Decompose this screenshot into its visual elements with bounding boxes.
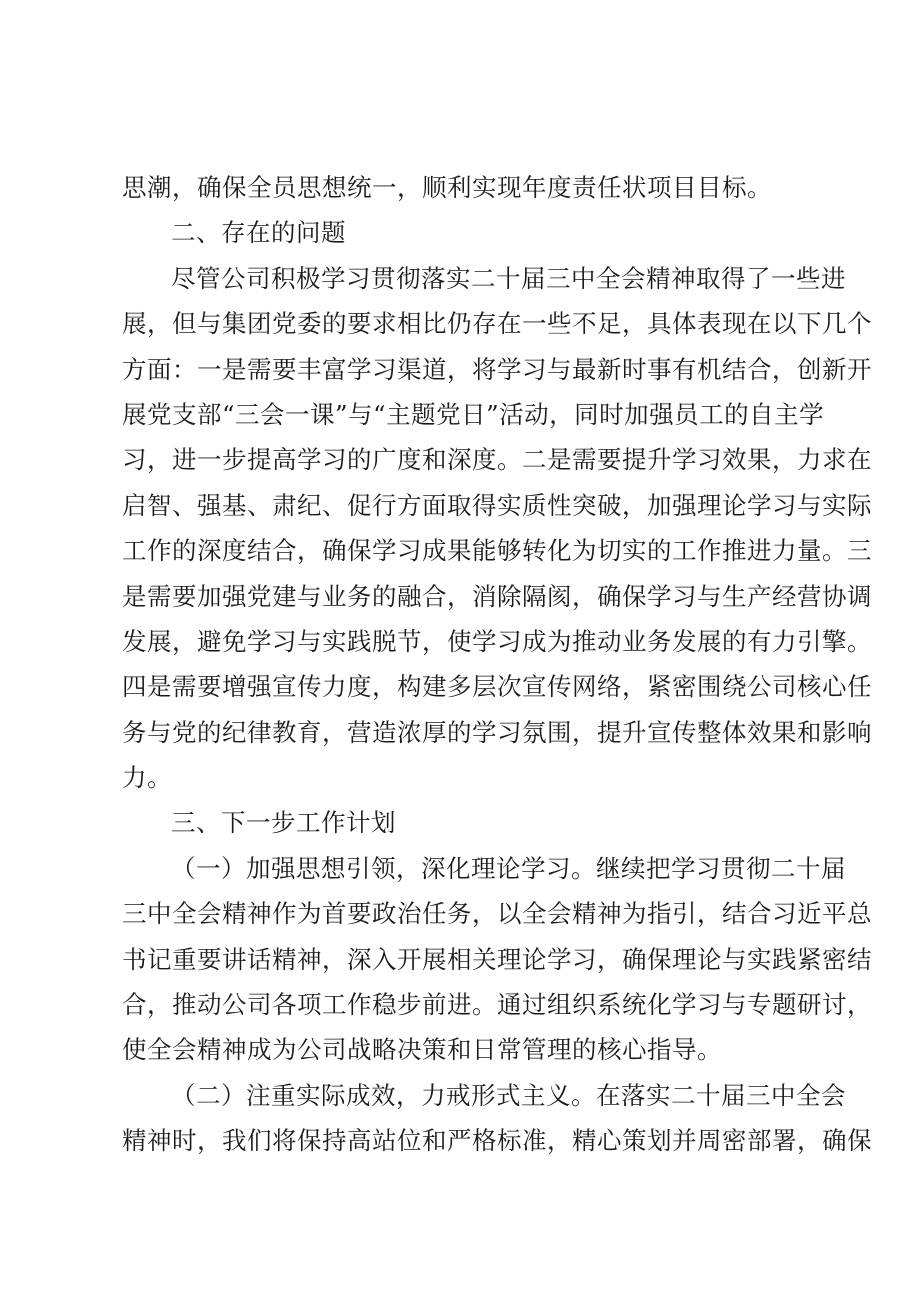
section-heading-next-steps: 三、下一步工作计划 bbox=[171, 808, 396, 838]
paragraph-line: 合，推动公司各项工作稳步前进。通过组织系统化学习与专题研讨， bbox=[122, 990, 872, 1020]
paragraph-line: （一）加强思想引领，深化理论学习。继续把学习贯彻二十届 bbox=[171, 853, 846, 883]
paragraph-line: （二）注重实际成效，力戒形式主义。在落实二十届三中全会 bbox=[171, 1080, 846, 1110]
paragraph-line: 发展，避免学习与实践脱节，使学习成为推动业务发展的有力引擎。 bbox=[122, 626, 872, 656]
paragraph-line: 尽管公司积极学习贯彻落实二十届三中全会精神取得了一些进 bbox=[171, 263, 846, 293]
paragraph-line: 习，进一步提高学习的广度和深度。二是需要提升学习效果，力求在 bbox=[122, 445, 872, 475]
paragraph-line: 是需要加强党建与业务的融合，消除隔阂，确保学习与生产经营协调 bbox=[122, 581, 872, 611]
paragraph-line: 思潮，确保全员思想统一，顺利实现年度责任状项目目标。 bbox=[122, 173, 772, 202]
paragraph-line: 书记重要讲话精神，深入开展相关理论学习，确保理论与实践紧密结 bbox=[122, 944, 872, 974]
paragraph-line: 务与党的纪律教育，营造浓厚的学习氛围，提升宣传整体效果和影响 bbox=[122, 717, 872, 747]
paragraph-line: 展党支部“三会一课”与“主题党日”活动，同时加强员工的自主学 bbox=[122, 399, 825, 429]
section-heading-problems: 二、存在的问题 bbox=[171, 218, 346, 248]
paragraph-line: 工作的深度结合，确保学习成果能够转化为切实的工作推进力量。三 bbox=[122, 536, 872, 566]
paragraph-line: 展，但与集团党委的要求相比仍存在一些不足，具体表现在以下几个 bbox=[122, 309, 872, 339]
paragraph-line: 三中全会精神作为首要政治任务，以全会精神为指引，结合习近平总 bbox=[122, 899, 872, 929]
paragraph-line: 力。 bbox=[122, 763, 172, 793]
paragraph-line: 四是需要增强宣传力度，构建多层次宣传网络，紧密围绕公司核心任 bbox=[122, 672, 872, 702]
paragraph-line: 精神时，我们将保持高站位和严格标准，精心策划并周密部署，确保 bbox=[122, 1126, 872, 1156]
paragraph-line: 使全会精神成为公司战略决策和日常管理的核心指导。 bbox=[122, 1035, 722, 1065]
document-body bbox=[122, 165, 872, 1164]
paragraph-line: 方面：一是需要丰富学习渠道，将学习与最新时事有机结合，创新开 bbox=[122, 354, 872, 384]
paragraph-line: 启智、强基、肃纪、促行方面取得实质性突破，加强理论学习与实际 bbox=[122, 490, 872, 520]
